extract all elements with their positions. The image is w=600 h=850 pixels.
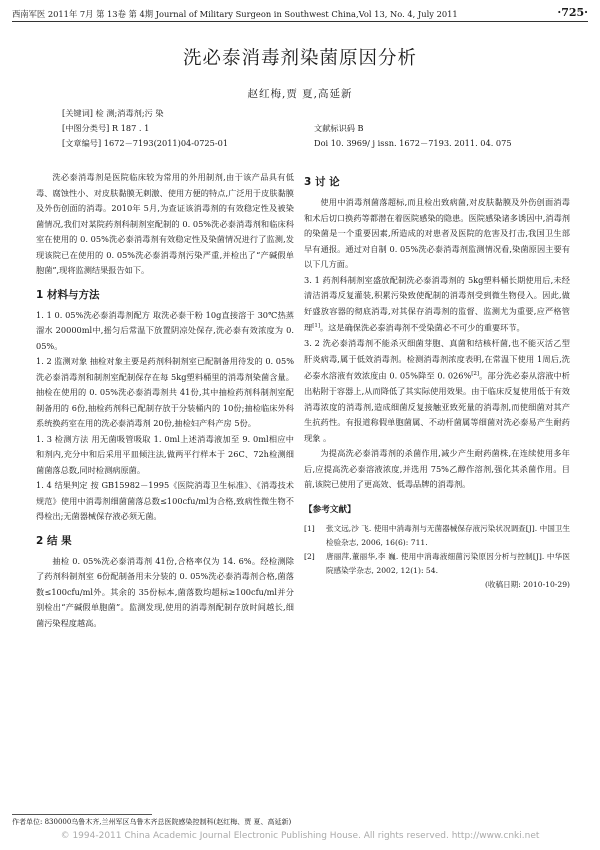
doc-id-code: 文献标识码 B (314, 123, 364, 133)
reference-number: [2] (304, 552, 315, 562)
para-3-2-text: 3. 2 洗必泰消毒剂不能杀灭细菌芽胞、真菌和结核杆菌,也不能灭活乙型肝炎病毒,属于低效消毒剂。检测消毒剂浓度表明,在常温下使用 1周后,洗必泰水溶液有效浓度由 0. 05%降至 0. 026% (304, 338, 570, 381)
para-1-3: 1. 3 检测方法 用无菌吸管吸取 1. 0ml上述消毒液加至 9. 0ml相应中和剂内,充分中和后采用平皿倾注法,做两平行样本于 26C、72h检测细菌菌落总数,同时检测病原菌。 (36, 433, 294, 475)
copyright-watermark: © 1994-2011 China Academic Journal Electronic Publishing House. All rights reserved. http://www.cnki.net (60, 831, 540, 841)
references-heading: 【参考文献】 (304, 504, 356, 515)
para-3-1-end: 。这是确保洗必泰消毒剂不受染菌必不可少的重要环节。 (320, 322, 525, 333)
reference-item (304, 522, 570, 550)
reference-text: 唐丽萍,董丽华,李 巍. 使用中消毒液细菌污染原因分析与控制[J]. 中华医院感染学杂志, 2002, 12(1): 54. (326, 552, 570, 576)
para-1-4: 1. 4 结果判定 按 GB15982－1995《医院消毒卫生标准》、《消毒技术规范》使用中消毒剂细菌菌落总数≤100cfu/ml为合格,致病性微生物不得检出;无菌器械保存液必须无菌。 (36, 480, 294, 521)
header-rule (12, 21, 588, 22)
left-column (36, 170, 294, 631)
author-affiliation-footnote: 作者单位: 830000乌鲁木齐,兰州军区乌鲁木齐总医院感染控制科(赵红梅、贾 夏、高延新) (12, 818, 292, 826)
reference-item (304, 550, 570, 578)
reference-number: [1] (304, 524, 315, 534)
journal-info: 西南军医 2011年 7月 第 13卷 第 4期 Journal of Military Surgeon in Southwest China,Vol 13, No. 4, July 2011 (12, 9, 458, 19)
results-paragraph: 抽检 0. 05%洗必泰消毒剂 41份,合格率仅为 14. 6%。经检测除了药剂科制剂室 6份配制备用未分装的 0. 05%洗必泰消毒剂合格,菌落数≤100cfu/ml外。其余的 35份标本,菌落数均超标≥100cfu/ml并分别检出“产碱假单胞菌”。监测发现,使用的消毒剂配制存放时间越长,细菌污染程度越高。 (36, 555, 294, 628)
para-3-3: 为提高洗必泰消毒剂的杀菌作用,减少产生耐药菌株,在连续使用多年后,应提高洗必泰溶液浓度,并选用 75%乙醇作溶剂,强化其杀菌作用。目前,该院已使用了更高效、低毒品牌的消毒剂。 (304, 448, 570, 490)
reference-text: 张文远,沙 飞. 使用中消毒剂与无菌器械保存液污染状况调查[J]. 中国卫生检验杂志, 2006, 16(6): 711. (326, 524, 570, 548)
section-1-heading: 1 材料与方法 (36, 288, 100, 301)
citation-2: [2] (471, 371, 480, 378)
running-header (12, 6, 588, 22)
discussion-paragraph: 使用中消毒剂菌落超标,而且检出致病菌,对皮肤黏膜及外伤创面消毒和术后切口换药等都潜在着医院感染的隐患。医院感染诸多诱因中,消毒剂的染菌是一个重要因素,所造成的对患者及医院的危害及打击,我国卫生部早有通报。通过对自制 0. 05%洗必泰消毒剂监测情况看,染菌原因主要有以下几方面。 (304, 197, 570, 269)
footnote-rule (12, 814, 152, 815)
article-number: [文章编号] 1672－7193(2011)04-0725-01 (62, 138, 229, 148)
article-authors: 赵红梅,贾 夏,高延新 (247, 88, 353, 100)
section-2-heading: 2 结 果 (36, 534, 72, 547)
doi: Doi 10. 3969/ j issn. 1672－7193. 2011. 04. 075 (314, 138, 512, 148)
section-3-heading: 3 讨 论 (304, 176, 340, 188)
intro-paragraph: 洗必泰消毒剂是医院临床较为常用的外用制剂,由于该产品具有低毒、腐蚀性小、对皮肤黏膜无刺激、使用方便的特点,广泛用于皮肤黏膜及外伤创面的消毒。2010年 5月,为查证该消毒剂的有效稳定性及被染菌情况,我们对某院药剂科制剂室配制的 0. 05%洗必泰消毒剂和临床科室在使用的 0. 05%洗必泰消毒剂有效稳定性及染菌情况进行了监测,发现该院已在使用的 0. 05%洗必泰消毒剂污染严重,并检出了“产碱假单胞菌”,现将监测结果报告如下。 (36, 172, 294, 275)
para-3-2 (304, 336, 570, 446)
para-3-2-end: 。部分洗必泰从溶液中析出粘附于容器上,从而降低了其实际使用效果。由于临床反复使用低于有效消毒浓度的消毒剂,造成细菌反复接触亚致死量的消毒剂,而使细菌对其产生抗药性。有报道称假单胞菌属、不动杆菌属等细菌对洗必泰易产生耐药现象 。 (304, 370, 570, 443)
para-3-1 (304, 273, 570, 337)
received-date: (收稿日期: 2010-10-29) (484, 580, 570, 590)
keywords: [关键词] 检 测;消毒剂;污 染 (62, 108, 164, 118)
page-number: ·725· (557, 6, 588, 19)
para-1-2: 1. 2 监测对象 抽检对象主要是药剂科制剂室已配制备用待发的 0. 05%洗必泰消毒剂和制剂室配制保存在每 5kg塑料桶里的消毒剂染菌含量。抽检在使用的 0. 05%洗必泰消毒剂共 41份,其中抽检药剂科制剂室配制备用的 6份,抽检药剂科已配制存放于分装桶内的 10份;抽检临床外科系统换药室在用的洗必泰消毒剂 20份,抽检妇产科产房 5份。 (36, 356, 294, 428)
right-column (304, 170, 570, 592)
para-3-1-text: 3. 1 药剂科制剂室盛放配制洗必泰消毒剂的 5kg塑料桶长期使用后,未经清洁消毒反复灌装,积累污染致使配制的消毒剂受到微生物侵入。因此,做好盛放容器的彻底消毒,对其保存消毒剂的监督、监测尤为重要,应严格管理 (304, 274, 570, 333)
citation-1: [1] (312, 323, 320, 329)
clc-number: [中图分类号] R 187 . 1 (62, 123, 150, 133)
para-1-1: 1. 1 0. 05%洗必泰消毒剂配方 取洗必泰干粉 10g直接溶于 30℃热蒸溜水 20000ml中,摇匀后常温下放置阴凉处保存,洗必泰有效浓度为 0. 05%。 (36, 309, 294, 351)
article-title: 洗必泰消毒剂染菌原因分析 (182, 48, 417, 69)
